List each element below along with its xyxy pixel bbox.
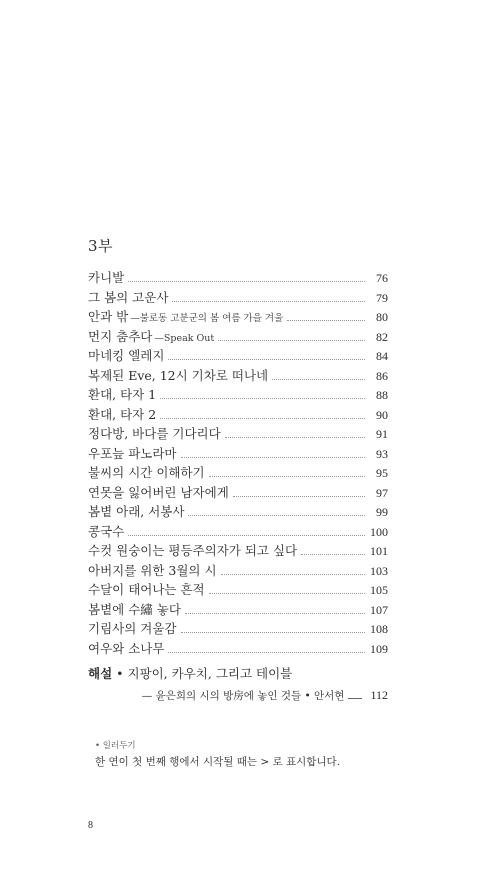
notes-body: 한 연이 첫 번째 행에서 시작될 때는 > 로 표시합니다. [95, 756, 341, 768]
commentary-separator: • [112, 666, 128, 681]
toc-entry-page: 100 [370, 524, 388, 539]
toc-entry[interactable] [88, 424, 388, 444]
commentary-main-line [88, 664, 388, 682]
toc-entry-title: 봄볕 아래, 서봉사 [88, 504, 185, 519]
toc-entry-page: 109 [370, 641, 388, 656]
toc-entry-subtitle: —불로동 고분군의 봄 여름 가을 겨울 [130, 313, 284, 324]
toc-entry-title: 정다방, 바다를 기다리다 [88, 426, 221, 441]
toc-entry-page: 97 [376, 485, 388, 500]
toc-entry-title: 콩국수 [88, 523, 125, 539]
dot-leader [209, 592, 365, 594]
toc-entry-page: 82 [376, 329, 388, 344]
toc-entry-title: 기림사의 겨울감 [88, 621, 177, 636]
dot-leader [209, 475, 365, 477]
toc-entry-page: 84 [376, 349, 388, 363]
commentary-sub-line [88, 688, 388, 703]
dot-leader [160, 417, 365, 419]
toc-entry-title: 복제된 Eve, 12시 기차로 떠나네 [88, 367, 269, 383]
toc-entry-page: 88 [376, 388, 388, 402]
toc-entry-subtitle: —Speak Out [154, 332, 215, 344]
toc-entry-title: 환대, 타자 2 [88, 406, 157, 422]
toc-entry[interactable] [88, 366, 388, 386]
dot-leader [185, 612, 365, 614]
toc-entry[interactable] [88, 327, 388, 347]
dot-leader [301, 553, 365, 555]
commentary-leader [348, 698, 362, 699]
dot-leader [128, 280, 365, 282]
toc-entry-title: 카니발 [88, 270, 125, 285]
dot-leader [188, 514, 365, 516]
editorial-notes [95, 739, 340, 769]
toc-entry-title: 그 봄의 고운사 [88, 289, 169, 305]
toc-entry-page: 95 [376, 466, 388, 480]
commentary-subtitle: — 윤은희의 시의 방房에 놓인 것들 • 안서현 [141, 690, 345, 702]
toc-entry-title: 우포늪 파노라마 [88, 445, 177, 461]
toc-entry-title: 아버지를 위한 3월의 시 [88, 562, 217, 578]
dot-leader [225, 436, 365, 438]
toc-entry[interactable] [88, 288, 388, 308]
toc-entry[interactable] [88, 385, 388, 405]
toc-entry[interactable] [88, 600, 388, 620]
toc-entry[interactable] [88, 541, 388, 561]
toc-entry[interactable] [88, 483, 388, 503]
toc-entry-page: 90 [376, 407, 388, 422]
toc-entry-page: 99 [376, 505, 388, 519]
toc-entry-page: 107 [370, 602, 388, 617]
dot-leader [218, 339, 365, 341]
commentary-label: 해설 [88, 666, 113, 681]
dot-leader [168, 358, 365, 360]
toc-entry-page: 80 [376, 310, 388, 324]
table-of-contents [88, 268, 388, 658]
toc-entry-page: 103 [370, 563, 388, 578]
dot-leader [128, 534, 365, 536]
dot-leader [168, 651, 365, 653]
toc-entry-page: 105 [370, 583, 388, 597]
toc-entry-title: 수달이 태어나는 흔적 [88, 582, 205, 597]
toc-entry[interactable] [88, 502, 388, 522]
toc-entry-page: 91 [376, 427, 388, 441]
toc-entry-page: 86 [376, 368, 388, 383]
toc-entry[interactable] [88, 268, 388, 288]
toc-entry-title: 봄볕에 수繡 놓다 [88, 601, 181, 617]
dot-leader [181, 631, 366, 633]
dot-leader [272, 378, 365, 380]
toc-entry-title: 여우와 소나무 [88, 640, 165, 656]
notes-title: • 일러두기 [95, 741, 136, 751]
toc-entry-title: 연못을 잃어버린 남자에게 [88, 484, 229, 500]
commentary-entry[interactable] [88, 664, 388, 703]
dot-leader [160, 397, 365, 399]
toc-entry[interactable] [88, 463, 388, 483]
toc-entry-title: 마네킹 엘레지 [88, 348, 165, 363]
page-number: 8 [88, 820, 93, 831]
dot-leader [172, 300, 365, 302]
commentary-title: 지팡이, 카우치, 그리고 테이블 [127, 666, 293, 681]
dot-leader [221, 573, 365, 575]
toc-entry-page: 93 [376, 446, 388, 461]
toc-entry[interactable] [88, 346, 388, 366]
dot-leader [233, 495, 365, 497]
toc-entry-title: 먼지 춤추다 [88, 328, 153, 344]
toc-entry[interactable] [88, 522, 388, 542]
toc-entry[interactable] [88, 639, 388, 659]
toc-entry[interactable] [88, 307, 388, 327]
commentary-page: 112 [370, 688, 388, 702]
dot-leader [181, 456, 366, 458]
toc-entry[interactable] [88, 580, 388, 600]
toc-entry[interactable] [88, 444, 388, 464]
toc-entry-page: 108 [370, 622, 388, 636]
toc-entry-title: 환대, 타자 1 [88, 387, 157, 402]
toc-entry-title: 수컷 원숭이는 평등주의자가 되고 싶다 [88, 543, 298, 558]
toc-entry[interactable] [88, 619, 388, 639]
toc-entry-page: 101 [370, 544, 388, 558]
dot-leader [287, 319, 365, 321]
toc-entry[interactable] [88, 561, 388, 581]
toc-entry-title: 안과 밖 [88, 309, 129, 324]
toc-entry-page: 79 [376, 290, 388, 305]
part-title: 3부 [88, 237, 114, 255]
toc-entry[interactable] [88, 405, 388, 425]
toc-entry-page: 76 [376, 271, 388, 285]
toc-entry-title: 불씨의 시간 이해하기 [88, 465, 205, 480]
